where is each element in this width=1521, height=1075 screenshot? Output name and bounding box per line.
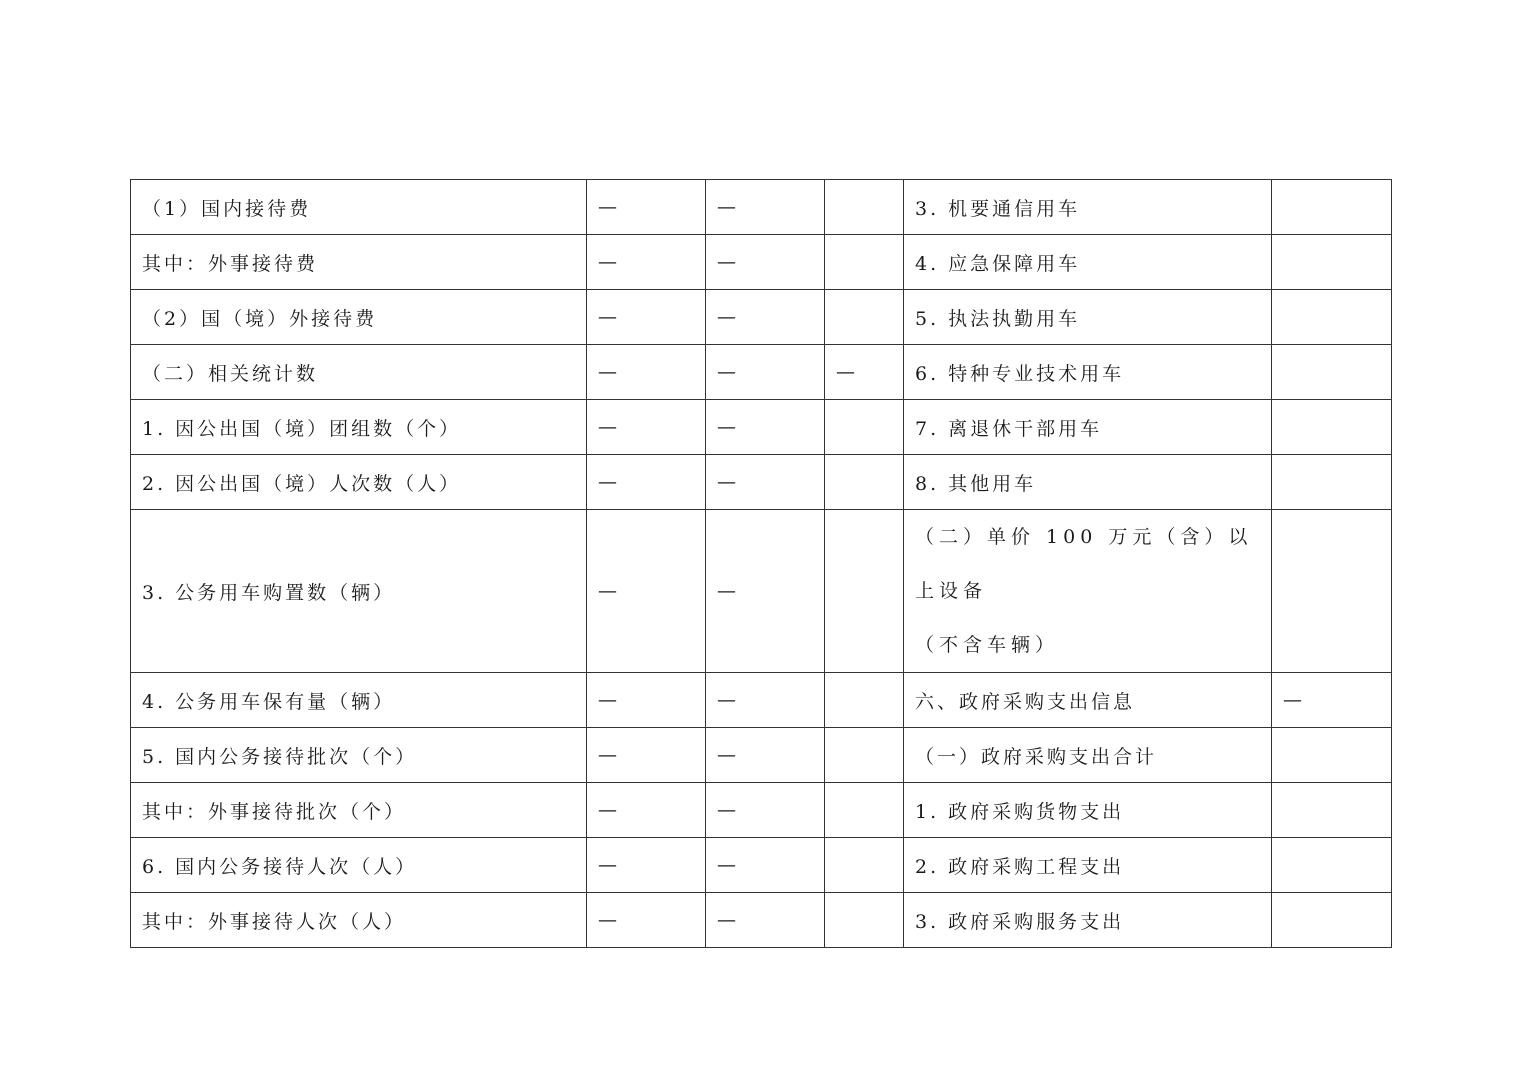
table-row — [131, 180, 1392, 235]
value-cell: — — [706, 455, 825, 510]
value-cell: — — [587, 180, 706, 235]
value-cell — [825, 728, 904, 783]
table-row — [131, 838, 1392, 893]
value-cell — [825, 180, 904, 235]
table-row — [131, 235, 1392, 290]
table-row — [131, 455, 1392, 510]
value-cell — [825, 400, 904, 455]
expenditure-table — [130, 179, 1392, 948]
value-cell: — — [706, 838, 825, 893]
item-label: （2）国（境）外接待费 — [131, 290, 587, 345]
value-cell: — — [706, 180, 825, 235]
value-cell — [825, 510, 904, 673]
value-cell — [1272, 838, 1392, 893]
value-cell: — — [706, 235, 825, 290]
item-label: （1）国内接待费 — [131, 180, 587, 235]
value-cell: — — [587, 783, 706, 838]
item-label: 6. 国内公务接待人次（人） — [131, 838, 587, 893]
table-row — [131, 345, 1392, 400]
value-cell — [825, 290, 904, 345]
value-cell — [825, 455, 904, 510]
value-cell: — — [587, 728, 706, 783]
item-label: 8. 其他用车 — [904, 455, 1272, 510]
value-cell: — — [706, 400, 825, 455]
table-row — [131, 893, 1392, 948]
table-row — [131, 400, 1392, 455]
item-label: 3. 政府采购服务支出 — [904, 893, 1272, 948]
value-cell: — — [587, 455, 706, 510]
value-cell — [1272, 455, 1392, 510]
item-label: 1. 政府采购货物支出 — [904, 783, 1272, 838]
value-cell: — — [587, 345, 706, 400]
value-cell: — — [587, 838, 706, 893]
item-label: 6. 特种专业技术用车 — [904, 345, 1272, 400]
item-label: 3. 机要通信用车 — [904, 180, 1272, 235]
item-label: 5. 执法执勤用车 — [904, 290, 1272, 345]
item-label: （一）政府采购支出合计 — [904, 728, 1272, 783]
value-cell — [1272, 290, 1392, 345]
item-label — [904, 510, 1272, 673]
table-row — [131, 673, 1392, 728]
table-row — [131, 510, 1392, 673]
value-cell: — — [587, 673, 706, 728]
item-label: 1. 因公出国（境）团组数（个） — [131, 400, 587, 455]
value-cell — [825, 673, 904, 728]
value-cell: — — [706, 290, 825, 345]
item-label: 其中：外事接待费 — [131, 235, 587, 290]
value-cell — [825, 838, 904, 893]
value-cell: — — [706, 783, 825, 838]
value-cell: — — [587, 235, 706, 290]
item-label: 7. 离退休干部用车 — [904, 400, 1272, 455]
value-cell: — — [825, 345, 904, 400]
value-cell — [1272, 180, 1392, 235]
item-label: （二）相关统计数 — [131, 345, 587, 400]
item-label-line: （不含车辆） — [915, 634, 1060, 656]
value-cell — [1272, 345, 1392, 400]
table-row — [131, 728, 1392, 783]
item-label: 其中：外事接待人次（人） — [131, 893, 587, 948]
value-cell: — — [706, 728, 825, 783]
value-cell: — — [1272, 673, 1392, 728]
item-label: 2. 政府采购工程支出 — [904, 838, 1272, 893]
item-label: 其中：外事接待批次（个） — [131, 783, 587, 838]
value-cell — [1272, 510, 1392, 673]
value-cell — [1272, 235, 1392, 290]
item-label: 4. 公务用车保有量（辆） — [131, 673, 587, 728]
value-cell: — — [706, 345, 825, 400]
item-label-line: （二）单价 100 万元（含）以上设备 — [915, 526, 1253, 602]
value-cell: — — [587, 510, 706, 673]
value-cell — [825, 235, 904, 290]
value-cell: — — [587, 290, 706, 345]
item-label: 4. 应急保障用车 — [904, 235, 1272, 290]
value-cell — [1272, 783, 1392, 838]
value-cell — [1272, 400, 1392, 455]
table-row — [131, 783, 1392, 838]
item-label: 2. 因公出国（境）人次数（人） — [131, 455, 587, 510]
value-cell: — — [706, 893, 825, 948]
value-cell — [1272, 893, 1392, 948]
value-cell — [825, 893, 904, 948]
table-row — [131, 290, 1392, 345]
value-cell: — — [587, 893, 706, 948]
value-cell: — — [587, 400, 706, 455]
value-cell — [825, 783, 904, 838]
value-cell: — — [706, 510, 825, 673]
value-cell: — — [706, 673, 825, 728]
item-label: 六、政府采购支出信息 — [904, 673, 1272, 728]
value-cell — [1272, 728, 1392, 783]
item-label: 3. 公务用车购置数（辆） — [131, 510, 587, 673]
item-label: 5. 国内公务接待批次（个） — [131, 728, 587, 783]
